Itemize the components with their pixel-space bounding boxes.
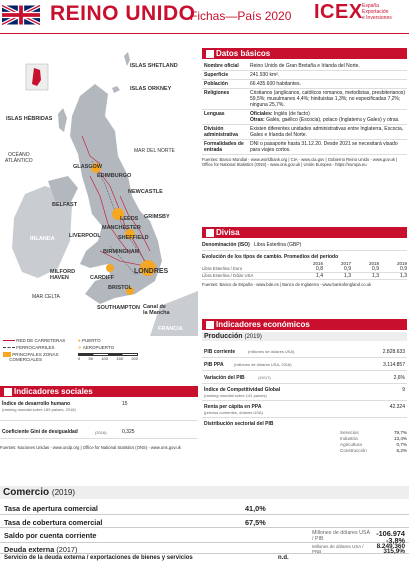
row-religiones: Religiones Cristianos (anglicanos, católicos romanos, metodistas, presbiterianos) 59,5%; musulmanes 4,4%; hinduistas 1,3%; no especificadas 7,2%; ninguna 25,7%.: [204, 90, 406, 108]
label-edinburgh: EDIMBURGO: [97, 173, 132, 179]
label-london: LONDRES: [134, 268, 169, 275]
label-leeds: LEEDS: [120, 216, 139, 222]
label-liverpool: LIVERPOOL: [69, 233, 101, 239]
label-orkney: ISLAS ORKNEY: [130, 86, 172, 92]
row-saldo: Saldo por cuenta corriente Millones de dólares USA / PIB -106.974 -3,8%: [0, 529, 409, 543]
row-variacion: Variación del PIB (19/17) 2,6%: [202, 372, 407, 384]
label-bristol: BRISTOL: [108, 285, 133, 291]
divisa-heading: Divisa: [202, 227, 407, 238]
scale-bar: 0 50 100 150 200: [78, 353, 138, 361]
label-celtic-sea: MAR CELTA: [32, 294, 60, 300]
label-belfast: BELFAST: [52, 202, 78, 208]
row-competitividad: Índice de Competitividad Global (ranking mundial sobre 141 países) 9: [202, 385, 407, 401]
row-cobertura: Tasa de cobertura comercial 67,5%: [0, 516, 409, 528]
label-milford: MILFORD HAVEN: [50, 269, 76, 281]
label-sheffield: SHEFFIELD: [118, 235, 149, 241]
label-birmingham: BIRMINGHAM: [103, 249, 140, 255]
fx-row-euro: Libra Esterlina / Euro 0,8 0,9 0,9 0,9: [202, 266, 407, 272]
row-division: División administrativa Existen diferentes unidades administrativas entre Inglaterra, Escocia, Gales e Irlanda del Norte.: [202, 125, 407, 140]
datos-basicos-panel: [202, 48, 407, 167]
row-renta: Renta per cápita en PPA (precios corrientes, dólares USA) 42.324: [202, 402, 407, 418]
uk-map: [0, 36, 198, 376]
label-shetland: ISLAS SHETLAND: [130, 63, 178, 69]
datos-basicos-heading: Datos básicos: [202, 48, 407, 59]
row-gini: Coeficiente Gini de desigualdad (2016) 0,325: [0, 427, 198, 439]
row-formalidades: Formalidades de entrada DNI o pasaporte hasta 31.12.20. Desde 2021 se necesitará visado para viajes cortos.: [202, 140, 407, 155]
comercio-heading: Comercio (2019): [0, 486, 409, 499]
row-pib-ppa: PIB PPA (millones de dólares USA, 2018) 3.114.857: [202, 359, 407, 371]
icex-logo: ICEX: [314, 1, 363, 23]
label-north-sea: MAR DEL NORTE: [134, 148, 175, 154]
logo-tagline: España Exportación e Inversiones: [362, 3, 392, 21]
row-superficie: Superficie 241.930 km².: [202, 71, 407, 80]
row-distribucion: Distribución sectorial del PIB: [204, 421, 274, 427]
divisa-panel: Divisa Denominación (ISO) Libra Esterlina (GBP) Evolución de los tipos de cambio. Promedios del periodo 2016 2017 2018 2019 Libra Esterlina / Euro 0,8 0,9 0,9 0,9 Libra Esterlina / Dólar USA 1,4 1,3 1,3 1,3 Fuentes: Banco de España - www.bde.es | Banco de Inglaterra - www.bankofengland.co.uk: [202, 228, 407, 287]
distribucion-list: Servicios 79,7% Industria 13,4% Agricultura 0,7% Construcción 6,2%: [340, 430, 407, 453]
row-apertura: Tasa de apertura comercial 41,0%: [0, 502, 409, 515]
label-manchester: MANCHESTER: [102, 225, 141, 231]
label-newcastle: NEWCASTLE: [128, 189, 163, 195]
row-idh: Índice de desarrollo humano (ranking mundial sobre 189 países, 2018) 15: [0, 401, 198, 421]
country-title: REINO UNIDO: [50, 2, 196, 25]
label-southampton: SOUTHAMPTON: [97, 305, 140, 311]
economicos-panel: Indicadores económicos Producción (2019) PIB corriente (millones de dólares USA) 2.828.633 PIB PPA (millones de dólares USA, 2018) 3.114.857 Variación del PIB (19/17) 2,6% Índice de Competitividad Global (ranking mundial sobre 141 países) 9 Renta per cápita en PPA (precios corrientes, dólares USA) 42.324 Distribución sectorial del PIB: [204, 320, 405, 427]
map-graphic: [0, 36, 198, 336]
row-deuda: Deuda externa (2017) Millones de dólares USA / PNB 8.249.360 315,9%: [0, 544, 409, 554]
economicos-heading: Indicadores económicos: [202, 319, 407, 330]
label-france: FRANCIA: [158, 326, 183, 332]
label-channel: Canal de la Mancha: [143, 304, 170, 316]
header: [0, 0, 409, 34]
fx-row-dollar: Libra Esterlina / Dólar USA 1,4 1,3 1,3 1,3: [202, 273, 407, 279]
row-lenguas: Lenguas Oficiales: Inglés (de facto) Otras: Galés, gaélico (Escocia), polaco (Inglaterra y Gales) y otras.: [202, 110, 407, 125]
label-glasgow: GLASGOW: [73, 164, 103, 170]
uk-flag-icon: [2, 3, 40, 27]
sociales-source: Fuentes: Naciones Unidas - www.undp.org | Office for National Statistics (ONS) - www.ons.gov.uk: [0, 445, 181, 450]
sociales-heading: Indicadores sociales: [0, 386, 198, 397]
label-atlantic: OCÉANO ATLÁNTICO: [5, 152, 33, 164]
row-poblacion: Población 66.435.600 habitantes.: [202, 80, 407, 89]
sociales-panel: [0, 386, 198, 450]
row-servicio: Servicio de la deuda externa / exportaciones de bienes y servicios n.d.: [4, 555, 289, 561]
label-cardiff: CARDIFF: [90, 275, 115, 281]
label-irlanda: IRLANDA: [30, 236, 55, 242]
divisa-source: Fuentes: Banco de España - www.bde.es | Banco de Inglaterra - www.bankofengland.co.uk: [202, 282, 372, 287]
map-legend: RED DE CARRETERAS FERROCARRILES PRINCIPALES ZONAS COMERCIALES ● PUERTO ✈ AEROPUERTO 0 50 100 150 200: [3, 336, 198, 376]
label-hebrides: ISLAS HÉBRIDAS: [6, 116, 53, 122]
row-pib: PIB corriente (millones de dólares USA) 2.828.633: [202, 346, 407, 358]
label-grimsby: GRIMSBY: [144, 214, 170, 220]
row-nombre: Nombre oficial Reino Unido de Gran Bretaña e Irlanda del Norte.: [202, 62, 407, 71]
subtitle: Fichas—País 2020: [190, 9, 292, 23]
datos-source: Fuentes: Banco Mundial - www.worldbank.org | CIA - www.cia.gov | Gobierno Reino Unido - www.gov.uk | Office for National Statistics (ONS) - www.ons.gov.uk | Unión Europea - https://europa.eu: [202, 157, 398, 167]
